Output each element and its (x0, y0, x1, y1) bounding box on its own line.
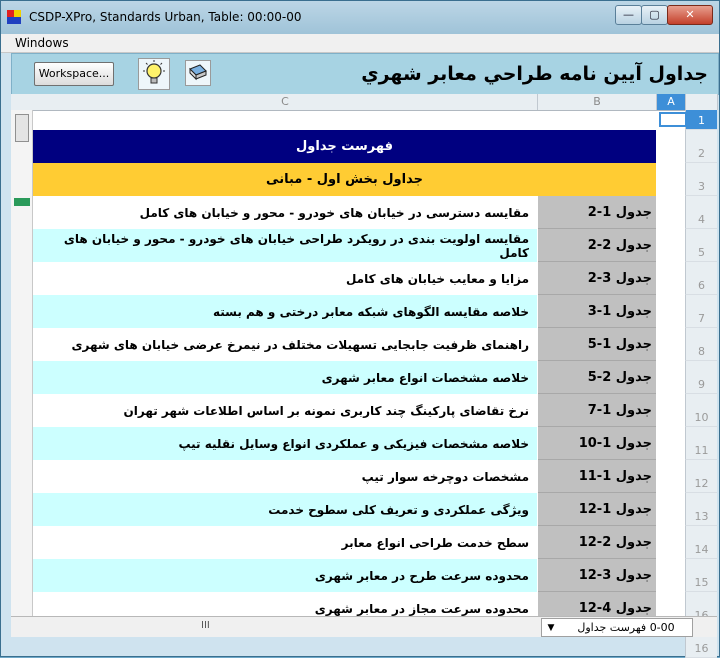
minimize-button[interactable]: — (615, 5, 642, 25)
table-title-cell[interactable]: سطح خدمت طراحی انواع معابر (341, 535, 529, 550)
row-number[interactable]: 6 (685, 262, 717, 295)
table-id-cell[interactable]: جدول 2-2 (538, 229, 656, 262)
window-title: CSDP-XPro, Standards Urban, Table: 00:00-00 (29, 10, 302, 24)
row-number[interactable]: 8 (685, 328, 717, 361)
table-title-cell[interactable]: مقایسه دسترسی در خیابان های خودرو - محور و خیابان های کامل (139, 205, 529, 220)
column-a-cell[interactable] (657, 427, 685, 460)
table-row (33, 163, 717, 196)
vertical-scrollbar[interactable] (11, 110, 33, 616)
row-number[interactable]: 2 (685, 130, 717, 163)
column-a-cell[interactable] (657, 295, 685, 328)
spreadsheet (11, 94, 717, 655)
column-header-blank (686, 94, 718, 110)
row-number[interactable]: 9 (685, 361, 717, 394)
row-number[interactable]: 14 (685, 526, 717, 559)
column-a-cell[interactable] (657, 229, 685, 262)
table-list-heading: فهرست جداول (33, 130, 656, 163)
table-id-cell[interactable]: جدول 3-2 (538, 262, 656, 295)
bottom-bar (11, 616, 717, 637)
row-number[interactable]: 5 (685, 229, 717, 262)
table-title-cell[interactable]: محدوده سرعت مجاز در معابر شهری (314, 601, 529, 616)
row-number[interactable]: 4 (685, 196, 717, 229)
row-number[interactable]: 15 (685, 559, 717, 592)
scroll-marker (14, 198, 30, 206)
table-id-cell[interactable]: جدول 1-5 (538, 328, 656, 361)
table-id-cell[interactable]: جدول 1-12 (538, 493, 656, 526)
table-row[interactable] (33, 361, 717, 394)
table-id-cell[interactable]: جدول 1-11 (538, 460, 656, 493)
table-id-cell[interactable]: جدول 4-12 (538, 592, 656, 625)
column-b-header[interactable]: B (538, 94, 657, 110)
sheet-tab-name: 0-00 فهرست جداول (577, 621, 675, 634)
row-number[interactable]: 7 (685, 295, 717, 328)
column-a-cell[interactable] (657, 262, 685, 295)
column-a-cell[interactable] (657, 460, 685, 493)
horizontal-scrollbar[interactable] (33, 620, 533, 634)
column-a-cell[interactable] (657, 493, 685, 526)
row-number[interactable]: 12 (685, 460, 717, 493)
lightbulb-button[interactable] (138, 58, 170, 90)
table-row[interactable] (33, 262, 717, 295)
title-bar[interactable] (1, 1, 719, 34)
toolbar (11, 53, 719, 95)
table-title-cell[interactable]: خلاصه مقایسه الگوهای شبکه معابر درختی و هم بسته (33, 295, 537, 328)
table-row[interactable] (33, 460, 717, 493)
table-row[interactable] (33, 427, 717, 460)
table-title-cell[interactable]: مزایا و معایب خیابان های کامل (345, 271, 529, 286)
row-number[interactable]: 16 (685, 625, 717, 658)
row-number[interactable]: 11 (685, 427, 717, 460)
table-title-cell[interactable]: محدوده سرعت طرح در معابر شهری (33, 559, 537, 592)
sheet-tab-selector[interactable] (541, 618, 693, 637)
book-button[interactable] (185, 60, 211, 86)
table-id-cell[interactable]: جدول 1-10 (538, 427, 656, 460)
workspace-button[interactable]: Workspace... (34, 62, 114, 86)
table-row (33, 110, 717, 130)
lightbulb-icon (139, 59, 169, 89)
scroll-thumb[interactable] (15, 114, 29, 142)
app-title: جداول آيين نامه طراحي معابر شهري (361, 63, 708, 85)
column-a-cell[interactable] (657, 526, 685, 559)
section-heading: جداول بخش اول - مبانی (33, 163, 656, 196)
table-id-cell[interactable]: جدول 1-2 (538, 196, 656, 229)
table-title-cell[interactable]: ویژگی عملکردی و تعریف کلی سطوح خدمت (33, 493, 537, 526)
menu-bar (1, 34, 719, 53)
table-title-cell[interactable]: مقایسه اولویت بندی در رویکرد طراحی خیابان های خودرو - محور و خیابان های کامل (33, 229, 537, 262)
app-icon[interactable] (7, 10, 21, 24)
table-title-cell[interactable]: خلاصه مشخصات فیزیکی و عملکردی انواع وسایل نقلیه تیپ (33, 427, 537, 460)
column-a-cell[interactable] (657, 328, 685, 361)
table-row[interactable] (33, 493, 717, 526)
column-header (11, 94, 717, 111)
scroll-grip[interactable]: III (201, 620, 210, 631)
table-row[interactable] (33, 328, 717, 361)
table-id-cell[interactable]: جدول 2-12 (538, 526, 656, 559)
table-id-cell[interactable]: جدول 3-12 (538, 559, 656, 592)
column-c-header[interactable]: C (33, 94, 538, 110)
table-id-cell[interactable]: جدول 1-3 (538, 295, 656, 328)
table-title-cell[interactable]: خلاصه مشخصات انواع معابر شهری (33, 361, 537, 394)
column-a-cell[interactable] (657, 559, 685, 592)
table-title-cell[interactable]: راهنمای ظرفیت جابجایی تسهیلات مختلف در نیمرخ عرضی خیابان های شهری (71, 337, 529, 352)
table-title-cell[interactable]: مشخصات دوچرخه سوار تیپ (361, 469, 529, 484)
table-id-cell[interactable]: جدول 2-5 (538, 361, 656, 394)
table-row (33, 130, 717, 163)
table-row[interactable] (33, 394, 717, 427)
book-icon (186, 61, 210, 85)
table-row[interactable] (33, 526, 717, 559)
table-row[interactable] (33, 196, 717, 229)
chevron-down-icon[interactable]: ▼ (547, 622, 555, 633)
row-number[interactable]: 13 (685, 493, 717, 526)
row-number[interactable]: 1 (685, 110, 717, 130)
table-title-cell[interactable]: نرخ تقاضای پارکینگ چند کاربری نمونه بر اساس اطلاعات شهر تهران (123, 403, 529, 418)
menu-windows[interactable]: Windows (15, 36, 69, 50)
column-a-cell[interactable] (657, 394, 685, 427)
table-row[interactable] (33, 295, 717, 328)
table-row[interactable] (33, 559, 717, 592)
close-button[interactable]: ✕ (667, 5, 713, 25)
table-id-cell[interactable]: جدول 1-7 (538, 394, 656, 427)
column-a-cell[interactable] (657, 361, 685, 394)
table-row[interactable] (33, 229, 717, 262)
maximize-button[interactable]: ▢ (641, 5, 668, 25)
column-a-header[interactable]: A (657, 94, 686, 110)
column-a-cell[interactable] (657, 196, 685, 229)
row-number[interactable]: 10 (685, 394, 717, 427)
row-number[interactable]: 3 (685, 163, 717, 196)
selected-cell-a1[interactable] (659, 112, 687, 127)
